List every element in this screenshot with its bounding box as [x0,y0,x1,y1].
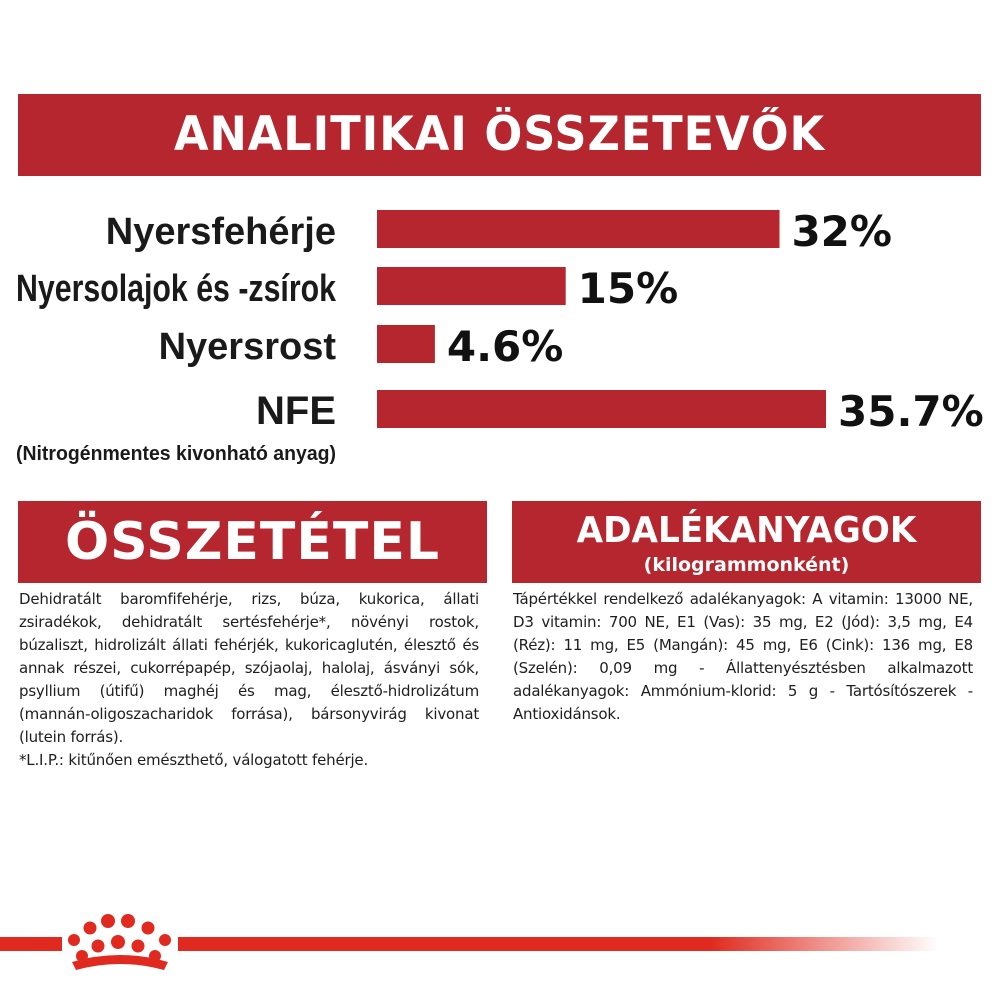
composition-text: Dehidratált baromfifehérje, rizs, búza, kukorica, állati zsiradékok, dehidratált sertésfehérje*, növényi rostok, búzaliszt, hidrolizált állati fehérjék, kukoricaglutén, élesztő és annak részei, cukorrépapép, szójaolaj, halolaj, ásványi sók, psyllium (útifű) maghéj és mag, élesztő-hidrolizátum (mannán-oligoszacharidok forrása), bársonyvirág kivonat (lutein forrás). [19,590,479,746]
value-label-0: 32% [791,207,892,256]
additives-text-block [513,588,973,726]
additives-banner [512,501,981,583]
category-note-3: (Nitrogénmentes kivonható anyag) [16,443,336,465]
bar-1 [377,267,566,305]
composition-footnote: *L.I.P.: kitűnően emészthető, válogatott fehérje. [19,751,369,769]
category-label-1: Nyersolajok és -zsírok [16,268,337,310]
value-label-2: 4.6% [446,322,564,371]
crown-icon [66,912,174,972]
additives-heading: ADALÉKANYAGOK [576,510,917,551]
analytical-chart [0,190,1000,480]
footer-stripe-left [0,937,62,951]
category-label-3: NFE [256,389,336,433]
composition-banner [18,501,487,583]
additives-subheading: (kilogrammonként) [643,554,850,576]
composition-heading: ÖSSZETÉTEL [64,512,441,572]
page-title: ANALITIKAI ÖSSZETEVŐK [173,107,826,162]
value-label-1: 15% [577,264,679,313]
category-label-2: Nyersrost [158,326,336,368]
composition-text-block [19,588,479,772]
title-banner [18,94,981,176]
value-label-3: 35.7% [838,387,984,436]
category-label-0: Nyersfehérje [105,211,336,253]
bar-0 [377,210,780,248]
bar-3 [377,390,826,428]
bar-2 [377,325,435,363]
footer-stripe-right [178,937,938,951]
additives-text: Tápértékkel rendelkező adalékanyagok: A vitamin: 13000 NE, D3 vitamin: 700 NE, E1 (Vas): 35 mg, E2 (Jód): 3,5 mg, E4 (Réz): 11 mg, E5 (Mangán): 45 mg, E6 (Cink): 136 mg, E8 (Szelén): 0,09 mg - Állattenyésztésben alkalmazott adalékanyagok: Ammónium-klorid: 5 g - Tartósítószerek - Antioxidánsok. [513,590,973,723]
